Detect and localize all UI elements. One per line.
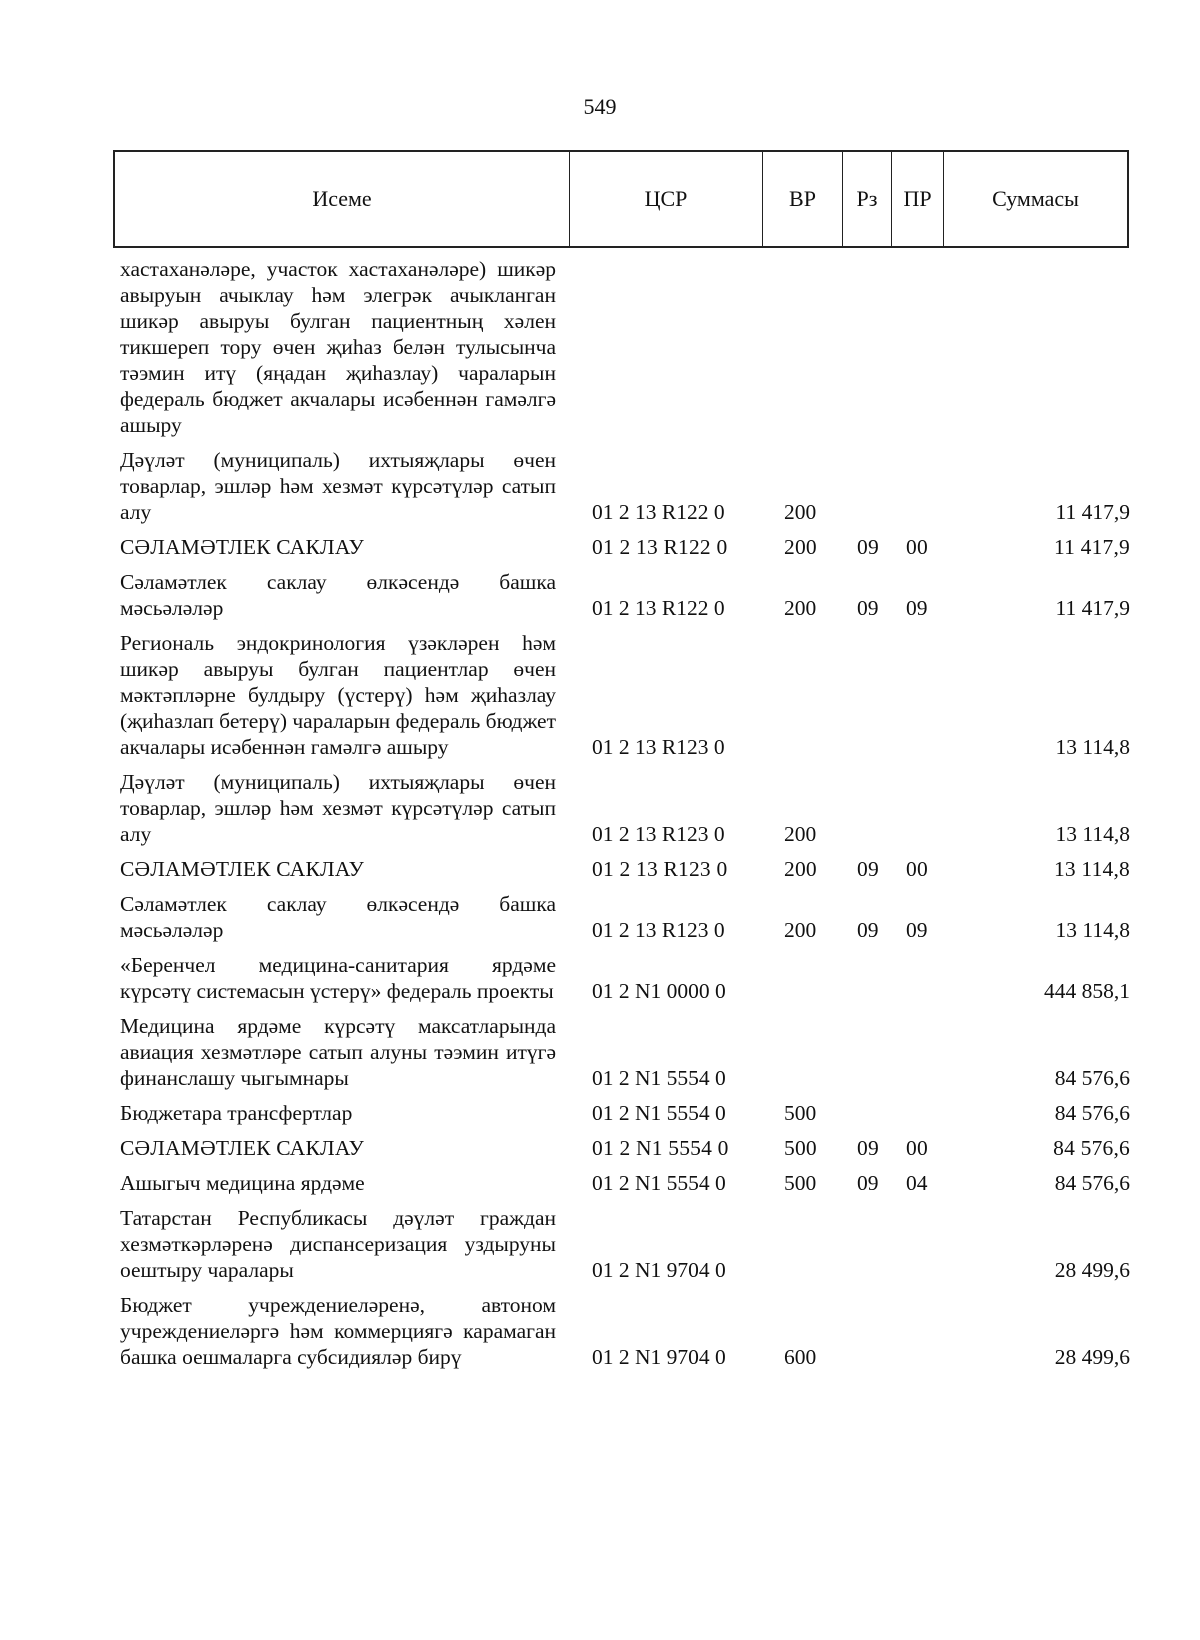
row-name: Бюджет учреждениеләренә, автоном учреждениеләргә һәм коммерциягә карамаган башка оешмаларга субсидияләр бирү <box>120 1293 556 1369</box>
table-row <box>120 1170 1130 1196</box>
row-csr: 01 2 N1 9704 0 <box>592 1258 726 1282</box>
header-pr: ПР <box>891 152 943 246</box>
row-sum: 13 114,8 <box>1055 735 1130 759</box>
row-csr: 01 2 N1 5554 0 <box>592 1171 726 1195</box>
row-name: «Беренчел медицина-санитария ярдәме күрсәтү системасын үстерү» федераль проекты <box>120 953 556 1003</box>
row-rz: 09 <box>857 535 879 559</box>
row-sum: 28 499,6 <box>1054 1345 1130 1369</box>
table-row <box>120 534 1130 560</box>
table-row <box>120 1013 1130 1091</box>
table-row <box>120 1135 1130 1161</box>
row-csr: 01 2 N1 9704 0 <box>592 1345 726 1369</box>
row-name: Ашыгыч медицина ярдәме <box>120 1171 365 1195</box>
row-csr: 01 2 N1 5554 0 <box>592 1136 729 1160</box>
row-rz: 09 <box>857 596 879 620</box>
row-vr: 200 <box>784 596 817 620</box>
header-vr: ВР <box>762 152 842 246</box>
row-sum: 84 576,6 <box>1054 1171 1130 1195</box>
row-sum: 13 114,8 <box>1053 857 1130 881</box>
row-vr: 200 <box>784 500 817 524</box>
table-row <box>120 769 1130 847</box>
page-number: 549 <box>583 94 617 119</box>
row-name: СӘЛАМӘТЛЕК САКЛАУ <box>120 535 365 559</box>
row-csr: 01 2 N1 0000 0 <box>592 979 726 1003</box>
row-sum: 84 576,6 <box>1054 1066 1130 1090</box>
table-row <box>120 1100 1130 1126</box>
row-sum: 84 576,6 <box>1054 1101 1130 1125</box>
row-vr: 200 <box>784 535 817 559</box>
row-sum: 28 499,6 <box>1054 1258 1130 1282</box>
row-pr: 09 <box>906 596 928 620</box>
row-name: Сәламәтлек саклау өлкәсендә башка мәсьәләләр <box>120 892 556 942</box>
row-pr: 00 <box>906 857 928 881</box>
row-csr: 01 2 N1 5554 0 <box>592 1101 726 1125</box>
row-vr: 200 <box>784 918 817 942</box>
header-rz: Рз <box>842 152 891 246</box>
header-name: Исеме <box>312 186 372 211</box>
row-name: СӘЛАМӘТЛЕК САКЛАУ <box>120 1136 365 1160</box>
header-sum: Суммасы <box>943 152 1127 246</box>
table-row <box>120 569 1130 621</box>
row-sum: 84 576,6 <box>1053 1136 1130 1160</box>
row-name: Татарстан Республикасы дәүләт граждан хезмәткәрләренә диспансеризация уздыруны оештыру чаралары <box>120 1206 556 1282</box>
row-csr: 01 2 13 R122 0 <box>592 535 728 559</box>
row-sum: 444 858,1 <box>1044 979 1130 1003</box>
table-row <box>120 1292 1130 1370</box>
row-name: Дәүләт (муниципаль) ихтыяҗлары өчен товарлар, эшләр һәм хезмәт күрсәтүләр сатып алу <box>120 448 556 524</box>
table-row <box>120 256 1130 438</box>
row-sum: 11 417,9 <box>1055 596 1130 620</box>
row-name: хастаханәләре, участок хастаханәләре) шикәр авыруын ачыклау һәм элегрәк ачыкланган шикәр авыруы булган пациентның хәлен тикшереп тору өчен җиһаз белән тулысынча тәэмин итү (яңадан җиһазлау) чараларын федераль бюджет акчалары исәбеннән гамәлгә ашыру <box>120 257 556 437</box>
row-sum: 11 417,9 <box>1053 535 1130 559</box>
header-csr: ЦСР <box>569 152 762 246</box>
row-pr: 09 <box>906 918 928 942</box>
row-name: СӘЛАМӘТЛЕК САКЛАУ <box>120 857 365 881</box>
row-rz: 09 <box>857 1136 879 1160</box>
row-vr: 200 <box>784 857 817 881</box>
row-rz: 09 <box>857 918 879 942</box>
row-csr: 01 2 N1 5554 0 <box>592 1066 726 1090</box>
row-csr: 01 2 13 R123 0 <box>592 735 725 759</box>
row-vr: 500 <box>784 1101 817 1125</box>
row-csr: 01 2 13 R122 0 <box>592 500 725 524</box>
row-rz: 09 <box>857 1171 879 1195</box>
row-vr: 600 <box>784 1345 817 1369</box>
row-csr: 01 2 13 R123 0 <box>592 857 728 881</box>
row-name: Сәламәтлек саклау өлкәсендә башка мәсьәләләр <box>120 570 556 620</box>
row-pr: 04 <box>906 1171 928 1195</box>
row-name: Региональ эндокринология үзәкләрен һәм шикәр авыруы булган пациентлар өчен мәктәпләрне булдыру (үстерү) һәм җиһазлау (җиһазлап бетерү) чараларын федераль бюджет акчалары исәбеннән гамәлгә ашыру <box>120 631 556 759</box>
table-header <box>113 150 1129 248</box>
row-name: Дәүләт (муниципаль) ихтыяҗлары өчен товарлар, эшләр һәм хезмәт күрсәтүләр сатып алу <box>120 770 556 846</box>
row-name: Бюджетара трансфертлар <box>120 1101 353 1125</box>
row-vr: 500 <box>784 1136 817 1160</box>
row-sum: 11 417,9 <box>1055 500 1130 524</box>
row-rz: 09 <box>857 857 879 881</box>
row-sum: 13 114,8 <box>1055 822 1130 846</box>
row-pr: 00 <box>906 1136 928 1160</box>
table-row <box>120 1205 1130 1283</box>
row-vr: 500 <box>784 1171 817 1195</box>
row-pr: 00 <box>906 535 928 559</box>
row-vr: 200 <box>784 822 817 846</box>
table-row <box>120 447 1130 525</box>
row-csr: 01 2 13 R123 0 <box>592 822 725 846</box>
row-sum: 13 114,8 <box>1055 918 1130 942</box>
table-row <box>120 856 1130 882</box>
table-row <box>120 630 1130 760</box>
table-row <box>120 952 1130 1004</box>
row-name: Медицина ярдәме күрсәтү максатларында авиация хезмәтләре сатып алуны тәэмин итүгә финанслашу чыгымнары <box>120 1014 556 1090</box>
row-csr: 01 2 13 R122 0 <box>592 596 725 620</box>
row-csr: 01 2 13 R123 0 <box>592 918 725 942</box>
table-body <box>120 256 1130 1379</box>
table-row <box>120 891 1130 943</box>
